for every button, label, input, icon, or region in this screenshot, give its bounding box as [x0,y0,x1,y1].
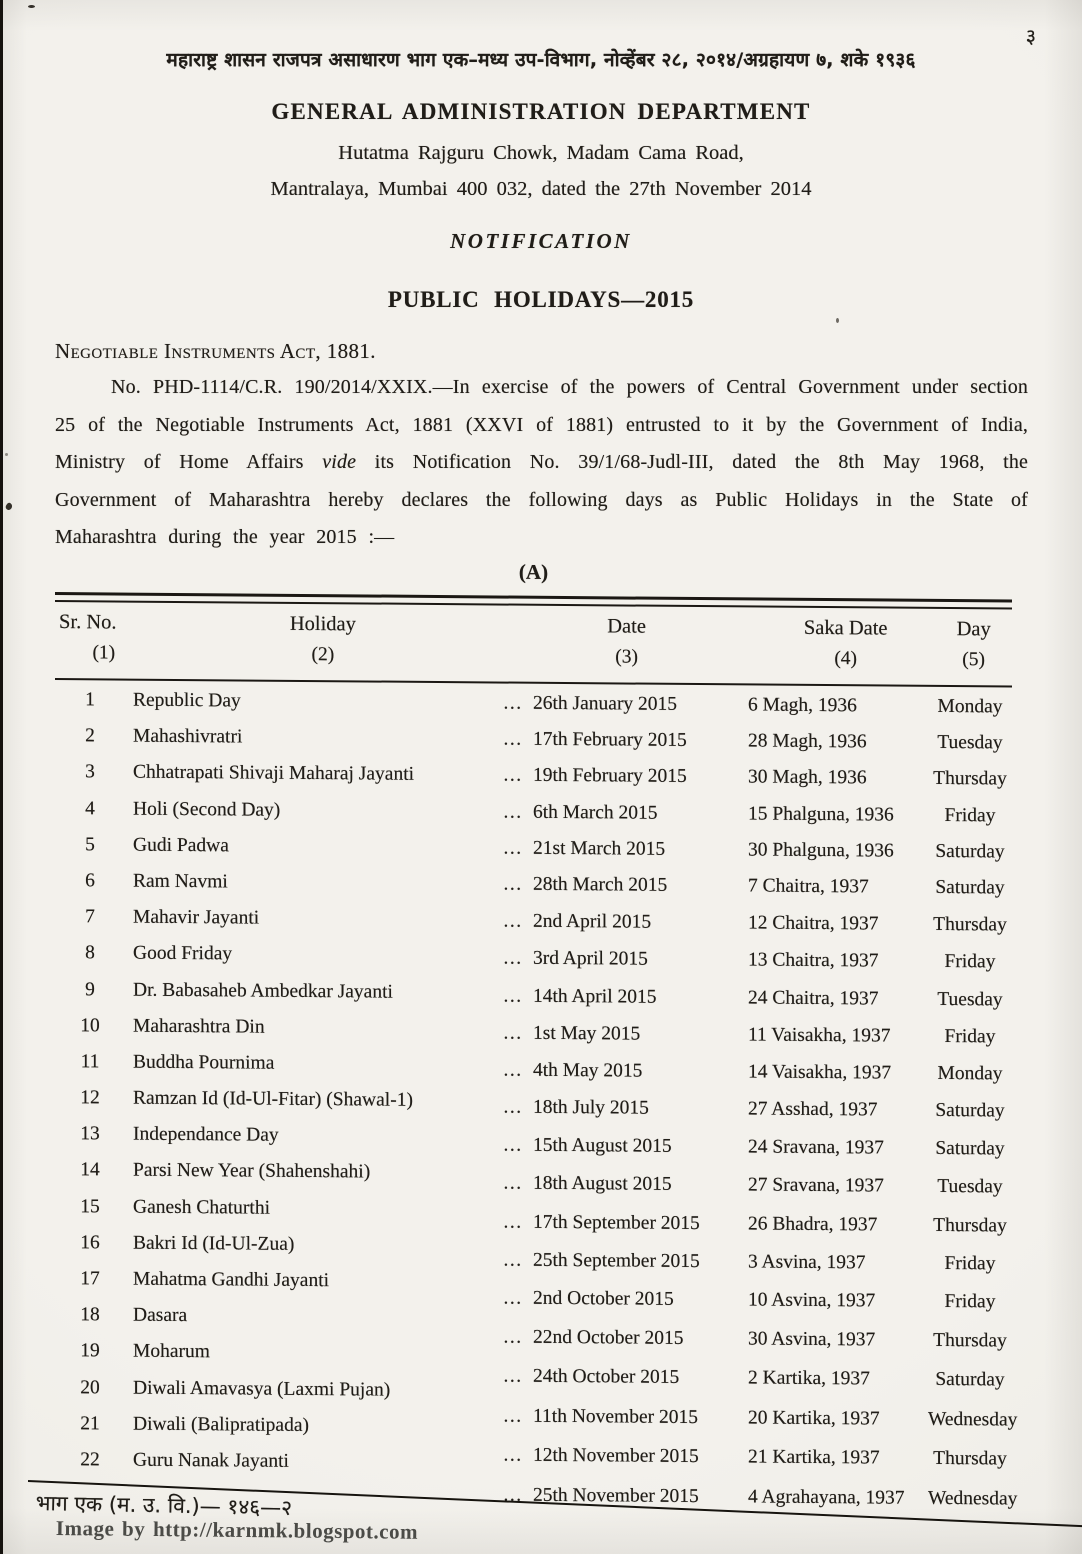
row-holiday-name: Dr. Babasaheb Ambedkar Jayanti [133,979,393,1003]
row-date: 2nd April 2015 [533,910,652,933]
row-saka-date: 12 Chaitra, 1937 [748,912,879,935]
row-day: Friday [944,1252,996,1275]
row-right-group [493,873,1012,899]
row-date: 17th February 2015 [533,728,687,752]
row-day: Friday [944,951,996,973]
row-saka-date: 13 Chaitra, 1937 [748,949,879,972]
row-sr-no: 4 [85,797,95,819]
row-date: 14th April 2015 [533,985,657,1008]
row-right-group [493,765,1012,791]
row-holiday-name: Republic Day [133,689,241,712]
row-right-group [493,837,1012,863]
ink-speck [836,318,839,323]
row-leader-dots: ... [503,985,523,1007]
preamble-paragraph [55,369,1028,557]
row-right-group [493,1484,1018,1510]
row-saka-date: 28 Magh, 1936 [748,730,867,753]
row-leader-dots: ... [503,1326,523,1348]
row-day: Saturday [935,1369,1005,1391]
row-leader-dots: ... [503,910,523,932]
row-right-group [493,911,1012,937]
row-leader-dots: ... [503,764,523,787]
row-saka-date: 11 Vaisakha, 1937 [748,1024,891,1047]
row-leader-dots: ... [503,1059,523,1081]
image-credit: Image by http://karnmk.blogspot.com [55,1516,419,1544]
subject-heading: PUBLIC HOLIDAYS—2015 [387,287,695,312]
row-saka-date: 15 Phalguna, 1936 [748,803,894,826]
row-day: Saturday [935,1138,1005,1160]
row-leader-dots: ... [503,801,523,823]
row-right-group [493,1366,1012,1392]
row-day: Wednesday [928,1487,1018,1510]
row-date: 11th November 2015 [533,1405,698,1428]
column-header-sr-no: Sr. No. [59,611,117,634]
row-day: Thursday [933,914,1007,936]
row-day: Tuesday [937,1176,1003,1198]
preamble-text-after: its Notification No. 39/1/68-Judl-III, dated the 8th May 1968, the Government of Maharashtra hereby declares the following days as Public Holidays in the State of Maharashtra during the year 2015 :— [55,451,1028,549]
row-holiday-name: Ram Navmi [133,870,228,893]
page-number: ३ [1025,24,1036,48]
row-date: 2nd October 2015 [533,1287,674,1310]
row-right-group [493,1022,1012,1048]
column-number-5: (5) [962,649,986,671]
row-sr-no: 13 [80,1123,100,1145]
row-day: Wednesday [928,1408,1018,1431]
row-date: 12th November 2015 [533,1444,699,1467]
row-holiday-name: Mahatma Gandhi Jayanti [133,1268,330,1292]
row-sr-no: 12 [80,1087,100,1109]
row-saka-date: 30 Magh, 1936 [748,766,867,789]
row-sr-no: 19 [80,1340,100,1362]
row-date: 26th January 2015 [533,692,678,715]
row-sr-no: 18 [80,1304,100,1326]
row-holiday-name: Guru Nanak Jayanti [133,1449,289,1472]
row-leader-dots: ... [503,837,523,859]
row-sr-no: 10 [80,1014,100,1037]
row-day: Monday [937,1062,1003,1085]
row-holiday-name: Mahashivratri [133,725,243,748]
row-saka-date: 6 Magh, 1936 [748,694,857,717]
row-holiday-name: Moharum [133,1340,210,1363]
gazette-reference: भाग एक (म. उ. वि.)— १४६—२ [35,1490,293,1520]
row-sr-no: 21 [80,1412,100,1435]
row-day: Thursday [933,768,1007,790]
row-holiday-name: Independance Day [133,1123,279,1147]
row-saka-date: 30 Phalguna, 1936 [748,839,894,862]
preamble-vide-italic: vide [322,451,357,474]
column-number-2: (2) [311,644,335,666]
row-right-group [493,801,1012,827]
row-day: Saturday [935,1099,1005,1122]
row-saka-date: 21 Kartika, 1937 [748,1446,880,1469]
row-sr-no: 17 [80,1268,100,1290]
row-sr-no: 8 [85,942,95,964]
row-day: Thursday [933,1214,1007,1237]
row-right-group [493,1327,1012,1353]
row-right-group [493,1059,1012,1085]
column-number-4: (4) [834,648,858,670]
row-holiday-name: Chhatrapati Shivaji Maharaj Jayanti [133,761,415,786]
ink-speck [5,502,14,511]
row-leader-dots: ... [503,728,523,750]
row-saka-date: 3 Asvina, 1937 [748,1251,866,1274]
row-saka-date: 30 Asvina, 1937 [748,1328,876,1351]
row-leader-dots: ... [503,1134,523,1156]
row-leader-dots: ... [503,1287,523,1309]
row-date: 4th May 2015 [533,1059,643,1082]
row-saka-date: 7 Chaitra, 1937 [748,875,869,898]
row-leader-dots: ... [503,1249,523,1271]
act-reference: Negotiable Instruments Act, 1881. [55,339,376,363]
row-day: Friday [944,1290,996,1313]
row-date: 24th October 2015 [533,1366,680,1389]
row-holiday-name: Diwali (Balipratipada) [133,1413,309,1436]
row-day: Thursday [933,1447,1007,1470]
row-leader-dots: ... [503,1405,523,1427]
row-right-group [493,729,1012,755]
row-date: 3rd April 2015 [533,948,648,970]
row-holiday-name: Ramzan Id (Id-Ul-Fitar) (Shawal-1) [133,1087,413,1111]
row-day: Friday [944,804,996,826]
row-leader-dots: ... [503,873,523,895]
row-right-group [493,1211,1012,1237]
row-date: 15th August 2015 [533,1135,672,1158]
row-saka-date: 10 Asvina, 1937 [748,1289,876,1312]
row-holiday-name: Holi (Second Day) [133,798,281,821]
row-date: 17th September 2015 [533,1211,700,1234]
column-header-holiday: Holiday [289,612,356,636]
row-sr-no: 14 [80,1159,100,1181]
row-day: Tuesday [937,988,1003,1010]
row-sr-no: 7 [85,906,95,928]
row-right-group [493,1287,1012,1313]
row-right-group [493,1249,1012,1275]
row-saka-date: 27 Sravana, 1937 [748,1174,884,1197]
row-day: Saturday [935,876,1005,899]
row-leader-dots: ... [503,1022,523,1044]
row-right-group [493,948,1012,974]
row-holiday-name: Good Friday [133,942,233,965]
row-date: 25th September 2015 [533,1249,700,1272]
row-holiday-name: Buddha Pournima [133,1051,275,1074]
row-right-group [493,985,1012,1011]
row-date: 21st March 2015 [533,837,666,860]
row-date: 22nd October 2015 [533,1326,684,1350]
row-holiday-name: Ganesh Chaturthi [133,1196,271,1219]
row-date: 19th February 2015 [533,765,687,788]
row-saka-date: 27 Asshad, 1937 [748,1098,878,1121]
row-holiday-name: Gudi Padwa [133,834,229,857]
row-sr-no: 11 [80,1051,100,1073]
row-day: Tuesday [937,732,1003,754]
preamble-text-before: No. PHD-1114/C.R. 190/2014/XXIX.—In exercise of the powers of Central Government under section 25 of the Negotiable Instruments Act, 1881 (XXVI of 1881) entrusted to it by the Government of India, Ministry of Home Affairs [55,376,1028,474]
row-sr-no: 2 [85,725,95,747]
row-sr-no: 9 [85,978,95,1000]
row-saka-date: 20 Kartika, 1937 [748,1407,880,1430]
row-sr-no: 15 [80,1195,100,1217]
row-day: Saturday [935,840,1005,863]
row-sr-no: 1 [85,689,95,711]
row-right-group [493,1173,1012,1199]
table-header-numbers-row [55,642,1012,683]
row-right-group [493,1444,1012,1470]
row-sr-no: 3 [85,761,95,783]
row-saka-date: 24 Chaitra, 1937 [748,986,879,1009]
ink-speck [28,5,35,8]
row-date: 28th March 2015 [533,873,668,896]
row-leader-dots: ... [503,1365,523,1388]
row-date: 25th November 2015 [533,1484,699,1507]
column-number-1: (1) [92,642,116,664]
row-saka-date: 14 Vaisakha, 1937 [748,1061,892,1084]
column-header-saka-date: Saka Date [803,616,888,640]
department-title: GENERAL ADMINISTRATION DEPARTMENT [271,99,811,124]
row-saka-date: 26 Bhadra, 1937 [748,1213,878,1236]
row-holiday-name: Diwali Amavasya (Laxmi Pujan) [133,1377,391,1401]
row-saka-date: 24 Sravana, 1937 [748,1136,884,1159]
row-date: 6th March 2015 [533,801,658,824]
address-line-2: Mantralaya, Mumbai 400 032, dated the 27th November 2014 [270,178,812,200]
row-day: Friday [944,1025,996,1048]
row-leader-dots: ... [503,1484,523,1506]
masthead-devanagari: महाराष्ट्र शासन राजपत्र असाधारण भाग एक–मध्य उप-विभाग, नोव्हेंबर २८, २०१४/अग्रहायण ७, शके १९३६ [166,49,916,71]
row-day: Thursday [933,1330,1007,1352]
notification-heading: NOTIFICATION [450,229,632,253]
row-holiday-name: Maharashtra Din [133,1015,265,1038]
row-right-group [493,1135,1012,1161]
column-header-date: Date [607,615,646,638]
row-sr-no: 6 [85,870,95,892]
row-holiday-name: Mahavir Jayanti [133,906,260,929]
row-right-group [493,692,1012,718]
row-sr-no: 20 [80,1376,100,1398]
section-label: (A) [518,559,549,584]
row-sr-no: 22 [80,1449,100,1471]
row-saka-date: 4 Agrahayana, 1937 [748,1486,905,1509]
row-leader-dots: ... [503,947,523,969]
row-holiday-name: Bakri Id (Id-Ul-Zua) [133,1232,295,1255]
row-leader-dots: ... [503,1172,523,1195]
row-sr-no: 16 [80,1232,100,1254]
row-right-group [493,1097,1012,1123]
row-date: 18th August 2015 [533,1173,672,1196]
row-leader-dots: ... [503,1444,523,1466]
row-right-group [493,1405,1018,1431]
row-date: 18th July 2015 [533,1096,649,1119]
row-saka-date: 2 Kartika, 1937 [748,1367,870,1390]
row-sr-no: 5 [85,833,95,856]
row-leader-dots: ... [503,1211,523,1233]
column-number-3: (3) [615,646,638,668]
row-holiday-name: Parsi New Year (Shahenshahi) [133,1160,371,1183]
row-leader-dots: ... [503,1096,523,1118]
column-header-day: Day [956,618,991,641]
address-line-1: Hutatma Rajguru Chowk, Madam Cama Road, [338,142,744,164]
row-date: 1st May 2015 [533,1022,641,1045]
ink-speck [5,453,8,456]
row-day: Monday [937,695,1003,718]
row-holiday-name: Dasara [133,1304,188,1327]
row-leader-dots: ... [503,692,523,714]
